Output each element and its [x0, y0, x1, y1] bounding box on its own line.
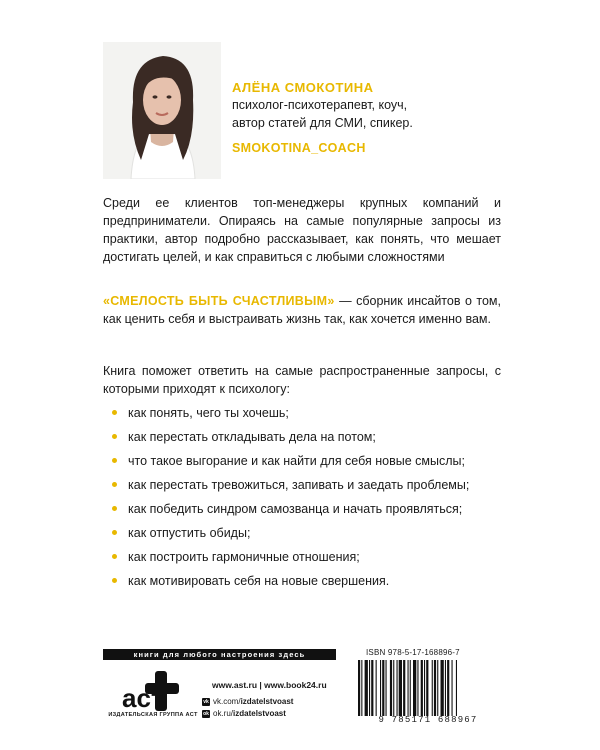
barcode-bar: [399, 660, 402, 716]
ok-icon: ok: [203, 711, 209, 717]
bullet-dot-icon: [112, 530, 117, 535]
vk-prefix: vk.com/: [213, 697, 241, 706]
barcode-bar: [403, 660, 405, 716]
barcode-bar: [452, 660, 453, 716]
barcode-bar: [421, 660, 423, 716]
barcode-bar: [380, 660, 381, 716]
barcode-bar: [432, 660, 433, 716]
author-portrait: [103, 42, 221, 179]
barcode-bar: [393, 660, 394, 716]
barcode-bar: [424, 660, 425, 716]
bullet-dot-icon: [112, 578, 117, 583]
bullet-dot-icon: [112, 482, 117, 487]
barcode-icon: [354, 660, 502, 716]
list-item: как перестать тревожиться, запивать и заедать проблемы;: [110, 476, 510, 500]
list-item: как построить гармоничные отношения;: [110, 548, 510, 572]
bullet-dot-icon: [112, 458, 117, 463]
barcode-bar: [445, 660, 446, 716]
barcode-bar: [441, 660, 444, 716]
barcode-bar: [397, 660, 398, 716]
paragraph-book-description: [103, 292, 501, 328]
bullet-dot-icon: [112, 410, 117, 415]
ok-link[interactable]: [202, 709, 286, 719]
author-name: АЛЁНА СМОКОТИНА: [232, 80, 374, 95]
list-item: как перестать откладывать дела на потом;: [110, 428, 510, 452]
list-item: как победить синдром самозванца и начать проявляться;: [110, 500, 510, 524]
book-description-text: — сборник инсайтов о том, как ценить себя и выстраивать жизнь так, как хочется именно вам.: [103, 294, 501, 326]
series-banner: книги для любого настроения здесь: [103, 649, 336, 660]
barcode-bar: [386, 660, 387, 716]
barcode-bar: [371, 660, 373, 716]
paragraph-clients: Среди ее клиентов топ-менеджеры крупных компаний и предприниматели. Опираясь на самые популярные запросы из практики, автор подробно рассказывает, как понять, что мешает достигать целей, и как справиться с любыми сложностями: [103, 196, 501, 264]
svg-text:аст: аст: [122, 683, 164, 713]
barcode-bar: [410, 660, 411, 716]
barcode-bar: [417, 660, 418, 716]
topics-list: [110, 404, 510, 596]
barcode-bar: [437, 660, 438, 716]
vk-handle: izdatelstvoast: [240, 697, 294, 706]
ok-handle: izdatelstvoast: [233, 709, 286, 718]
author-role-line-1: психолог-психотерапевт, коуч,: [232, 98, 408, 112]
list-item: как отпустить обиды;: [110, 524, 510, 548]
bullet-dot-icon: [112, 434, 117, 439]
barcode-digits: 9 785171 688967: [378, 715, 478, 725]
bullet-dot-icon: [112, 554, 117, 559]
barcode-bar: [369, 660, 370, 716]
barcode-bar: [456, 660, 457, 716]
barcode-bar: [447, 660, 449, 716]
paragraph-book-helps: Книга поможет ответить на самые распространенные запросы, с которыми приходят к психологу:: [103, 364, 501, 396]
vk-icon: vk: [203, 699, 209, 705]
barcode-bar: [408, 660, 409, 716]
list-item: что такое выгорание и как найти для себя новые смыслы;: [110, 452, 510, 476]
barcode-bar: [376, 660, 377, 716]
list-item: как понять, чего ты хочешь;: [110, 404, 510, 428]
barcode-bar: [434, 660, 436, 716]
barcode-bar: [390, 660, 392, 716]
barcode-bar: [382, 660, 384, 716]
publisher-websites[interactable]: www.ast.ru | www.book24.ru: [212, 680, 327, 690]
barcode-bar: [358, 660, 360, 716]
ok-prefix: ok.ru/: [213, 709, 234, 718]
author-photo-icon: [103, 42, 221, 179]
list-item: как мотивировать себя на новые свершения.: [110, 572, 510, 596]
barcode-bar: [426, 660, 428, 716]
author-handle: SMOKOTINA_COACH: [232, 141, 366, 155]
barcode-bar: [365, 660, 368, 716]
author-role-line-2: автор статей для СМИ, спикер.: [232, 116, 413, 130]
book-title-quote: «СМЕЛОСТЬ БЫТЬ СЧАСТЛИВЫМ»: [103, 294, 335, 308]
isbn: ISBN 978-5-17-168896-7: [366, 648, 460, 657]
author-role: [232, 96, 413, 132]
publisher-caption: ИЗДАТЕЛЬСКАЯ ГРУППА АСТ: [108, 712, 198, 718]
barcode-bar: [413, 660, 416, 716]
bullet-dot-icon: [112, 506, 117, 511]
vk-link[interactable]: [202, 697, 293, 707]
barcode-bar: [361, 660, 362, 716]
